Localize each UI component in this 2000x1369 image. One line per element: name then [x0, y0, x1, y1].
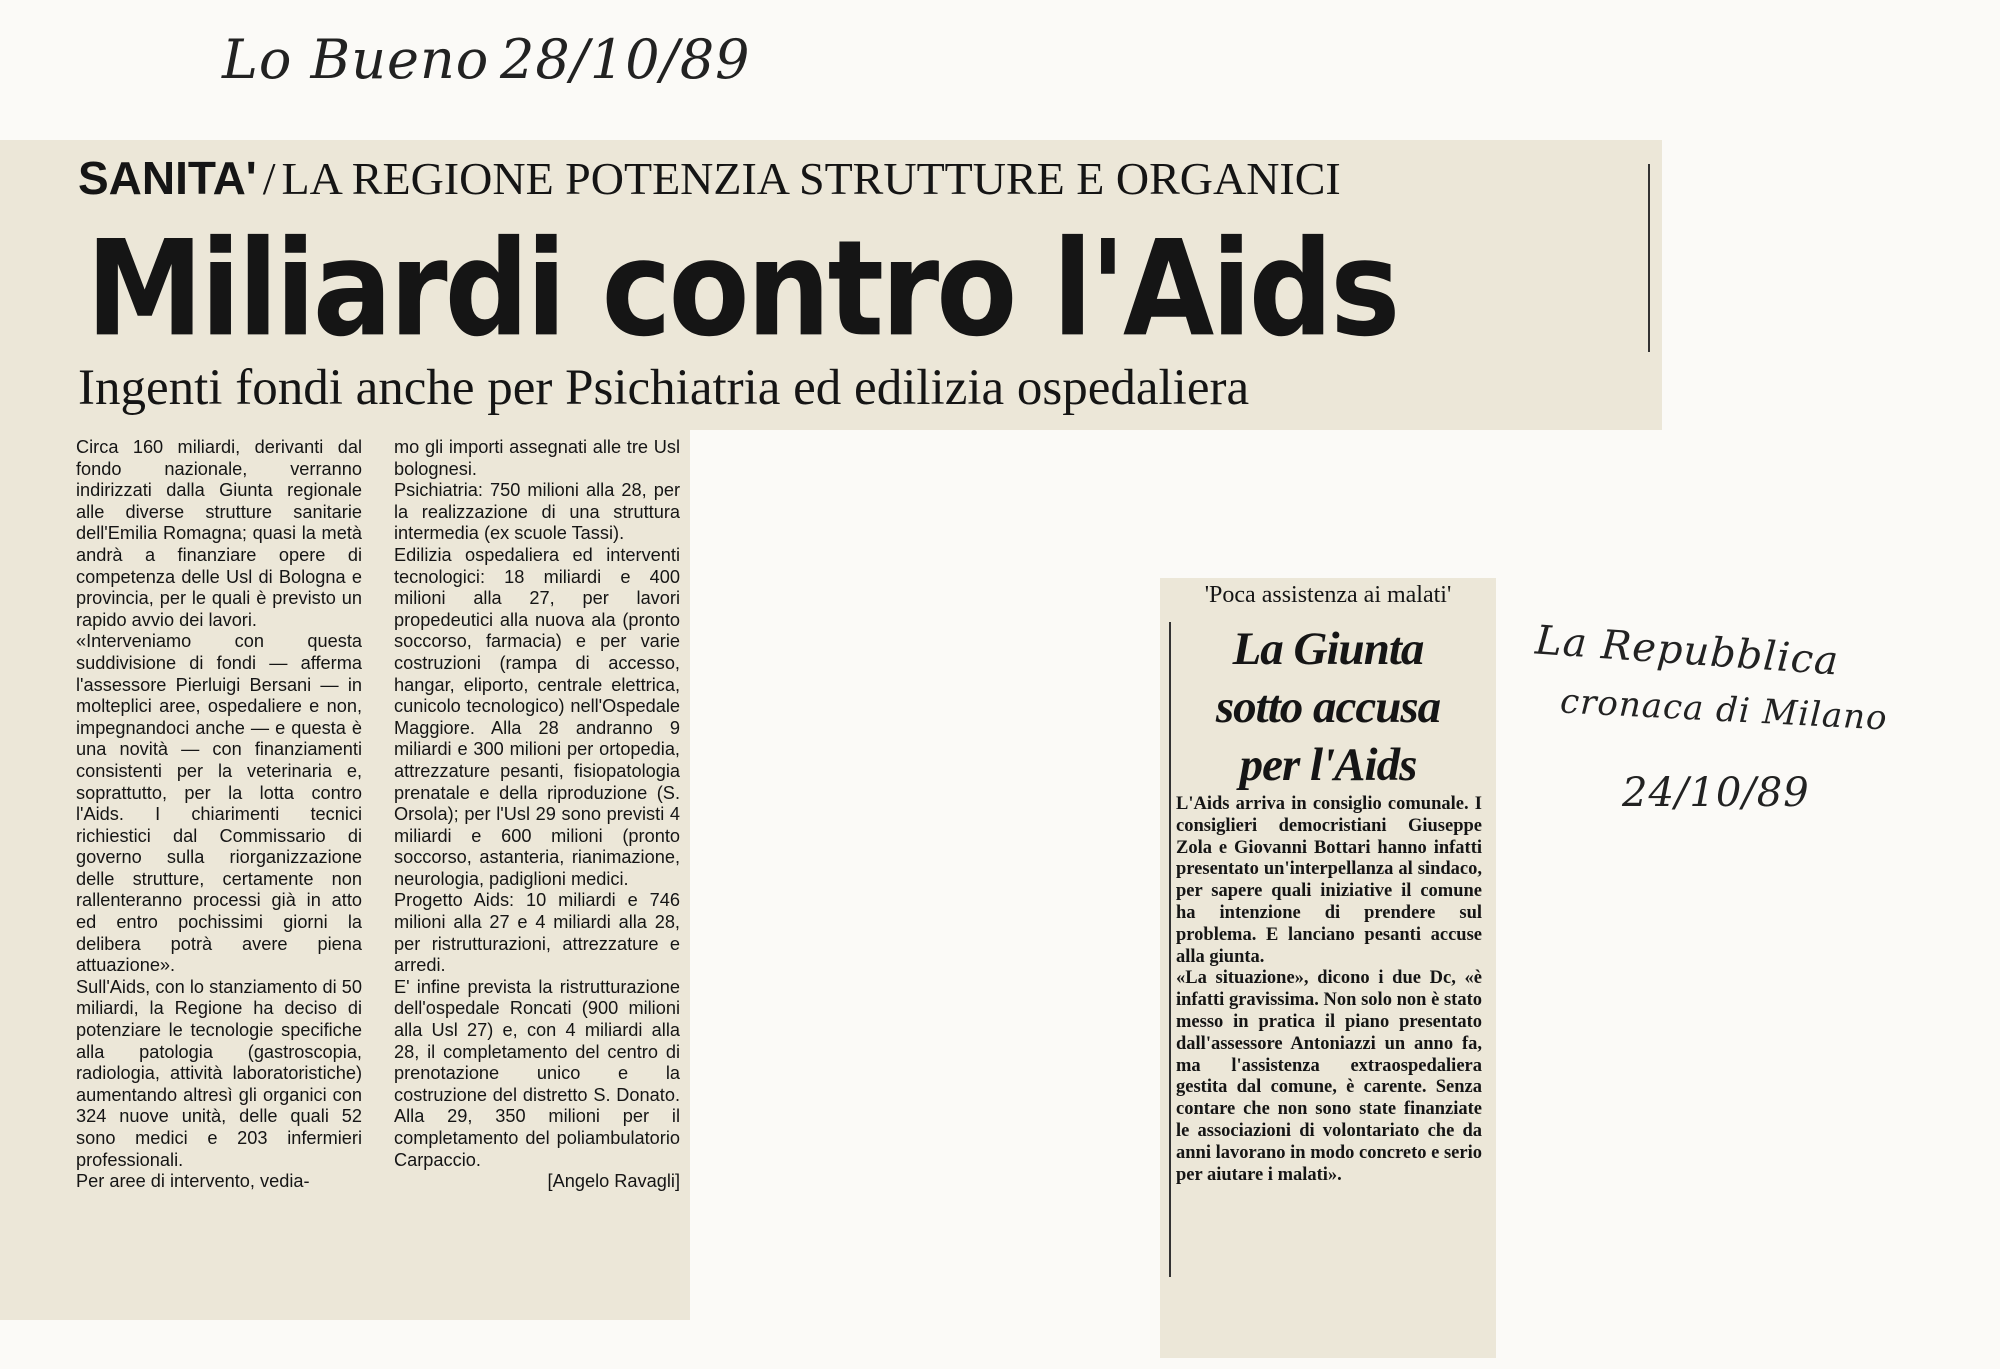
secondary-kicker: 'Poca assistenza ai malati': [1204, 582, 1452, 608]
paragraph: «La situazione», dicono i due Dc, «è infatti gravissima. Non solo non è stato messo in pratica il piano presentato dall'assessore Antoniazzi un anno fa, ma l'assistenza extraospedaliera gestita dal comune, è carente. Senza contare che non sono state finanziate le associazioni di volontariato che da anni lavorano in modo concreto e serio per aiutare i malati».: [1176, 968, 1482, 1185]
handwritten-section-right: cronaca di Milano: [1559, 681, 1889, 739]
article-subheadline: Ingenti fondi anche per Psichiatria ed edilizia ospedaliera: [78, 360, 1250, 416]
handwritten-source-top: Lo Bueno: [222, 28, 490, 91]
headline-line: sotto accusa: [1215, 681, 1441, 733]
paragraph: L'Aids arriva in consiglio comunale. I consiglieri democristiani Giuseppe Zola e Giovanni Bottari hanno infatti presentato un'interpellanza al sindaco, per sapere quali iniziative il comune ha intenzione di prendere sul problema. E lanciano pesanti accuse alla giunta.: [1176, 794, 1482, 967]
column-rule: [1648, 164, 1650, 352]
headline-line: La Giunta: [1232, 623, 1424, 675]
article-column-1: [76, 437, 362, 1193]
paragraph: Sull'Aids, con lo stanziamento di 50 miliardi, la Regione ha deciso di potenziare le tecnologie specifiche alla patologia (gastroscopia, radiologia, attività laboratoristiche) aumentando altresì gli organici con 324 nuove unità, delle quali 52 sono medici e 203 infermieri professionali.: [76, 976, 362, 1170]
handwritten-source-right: La Repubblica: [1533, 617, 1841, 685]
kicker-separator: /: [262, 153, 276, 204]
handwritten-date-top: 28/10/89: [500, 28, 751, 91]
headline-line: per l'Aids: [1239, 739, 1417, 791]
paragraph: Edilizia ospedaliera ed interventi tecnologici: 18 miliardi e 400 milioni alla 27, per lavori propedeutici alla nuova ala (pronto soccorso, farmacia) e per varie costruzioni (rampa di accesso, hangar, eliporto, centrale elettrica, cunicolo tecnologico) nell'Ospedale Maggiore. Alla 28 andranno 9 miliardi e 300 milioni per ortopedia, attrezzature pesanti, fisiopatologia prenatale e della riproduzione (S. Orsola); per l'Usl 29 sono previsti 4 miliardi e 600 milioni (pronto soccorso, astanteria, rianimazione, neurologia, padiglioni medici.: [394, 544, 680, 889]
article-headline: Miliardi contro l'Aids: [86, 211, 1398, 366]
paragraph: Psichiatria: 750 milioni alla 28, per la realizzazione di una struttura intermedia (ex scuole Tassi).: [394, 480, 680, 544]
paragraph: E' infine prevista la ristrutturazione dell'ospedale Roncati (900 milioni alla Usl 27) e, con 4 miliardi alla 28, il completamento del centro di prenotazione unico e la costruzione del distretto S. Donato. Alla 29, 350 milioni per il completamento del poliambulatorio Carpaccio.: [394, 976, 680, 1170]
clipping-secondary-article: [1160, 578, 1496, 1358]
article-column-2: [394, 437, 680, 1193]
kicker-label: SANITA': [78, 152, 257, 204]
paragraph: Progetto Aids: 10 miliardi e 746 milioni alla 27 e 4 miliardi alla 28, per ristrutturazioni, attrezzature e arredi.: [394, 890, 680, 976]
handwritten-date-right: 24/10/89: [1622, 770, 1810, 816]
paragraph: mo gli importi assegnati alle tre Usl bolognesi.: [394, 437, 680, 479]
secondary-body: [1176, 794, 1482, 1186]
article-kicker: [78, 148, 1341, 209]
secondary-headline: [1160, 620, 1496, 794]
article-byline: [Angelo Ravagli]: [547, 1171, 680, 1192]
paragraph: Circa 160 miliardi, derivanti dal fondo nazionale, verranno indirizzati dalla Giunta regionale alle diverse strutture sanitarie dell'Emilia Romagna; quasi la metà andrà a finanziare opere di competenza delle Usl di Bologna e provincia, per le quali è previsto un rapido avvio dei lavori.: [76, 437, 362, 630]
kicker-text: LA REGIONE POTENZIA STRUTTURE E ORGANICI: [281, 153, 1341, 204]
paragraph: Per aree di intervento, vedia-: [76, 1171, 310, 1192]
paragraph: «Interveniamo con questa suddivisione di fondi — afferma l'assessore Pierluigi Bersani — in molteplici aree, ospedaliere e non, impegnandoci anche — e questa è una novità — con finanziamenti consistenti per la veterinaria e, soprattutto, per la lotta contro l'Aids. I chiarimenti tecnici richiestici dal Commissario di governo sulla riorganizzazione delle strutture, certamente non rallenteranno processi già in atto ed entro pochissimi giorni la delibera potrà avere piena attuazione».: [76, 631, 362, 976]
